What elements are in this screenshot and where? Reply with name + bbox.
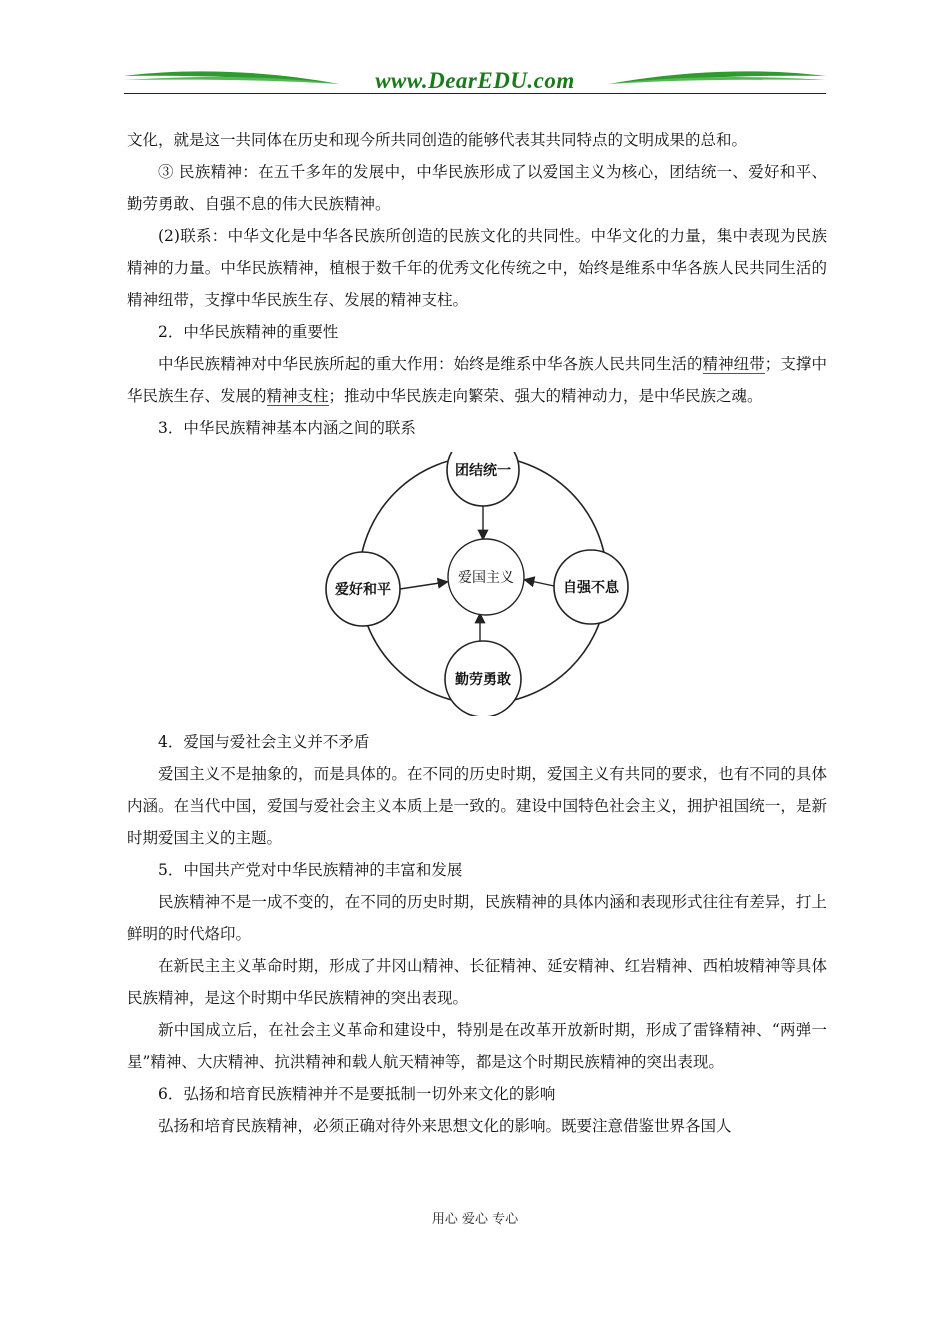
document-body: [127, 124, 827, 1142]
page-header: [124, 62, 826, 102]
site-logo-text: www.DearEDU.com: [375, 68, 575, 93]
node-left-label: 爱好和平: [335, 582, 391, 598]
section-heading: 3．中华民族精神基本内涵之间的联系: [158, 419, 416, 437]
node-circle-top: [447, 452, 519, 506]
section-heading: 6．弘扬和培育民族精神并不是要抵制一切外来文化的影响: [158, 1085, 556, 1103]
paragraph: 民族精神不是一成不变的，在不同的历史时期，民族精神的具体内涵和表现形式往往有差异，打上鲜明的时代烙印。: [127, 893, 827, 943]
node-top-label: 团结统一: [455, 463, 511, 479]
node-bottom-label: 勤劳勇敢: [455, 672, 511, 688]
page-footer: 用心 爱心 专心: [431, 1212, 519, 1227]
node-right-label: 自强不息: [563, 580, 619, 596]
header-rule: [124, 93, 826, 94]
paragraph: 在新民主主义革命时期，形成了井冈山精神、长征精神、延安精神、红岩精神、西柏坡精神等具体民族精神，是这个时期中华民族精神的突出表现。: [127, 957, 827, 1007]
paragraph: ③ 民族精神：在五千多年的发展中，中华民族形成了以爱国主义为核心，团结统一、爱好和平、勤劳勇敢、自强不息的伟大民族精神。: [127, 163, 827, 213]
diagram-graphic: [323, 452, 633, 716]
paragraph: 新中国成立后，在社会主义革命和建设中，特别是在改革开放新时期，形成了雷锋精神、“两弹一星”精神、大庆精神、抗洪精神和载人航天精神等，都是这个时期民族精神的突出表现。: [127, 1021, 827, 1071]
underlined-text: 精神纽带: [702, 355, 765, 373]
node-center-label: 爱国主义: [458, 570, 514, 586]
text-run: 中华民族精神对中华民族所起的重大作用：始终是维系中华各族人民共同生活的: [158, 355, 703, 373]
section-heading: 5．中国共产党对中华民族精神的丰富和发展: [158, 861, 463, 879]
underlined-text: 精神支柱: [266, 387, 329, 405]
section-heading: 2．中华民族精神的重要性: [158, 323, 339, 341]
section-heading: 4．爱国与爱社会主义并不矛盾: [158, 733, 370, 751]
spirit-relation-diagram: [127, 452, 827, 722]
paragraph: 爱国主义不是抽象的，而是具体的。在不同的历史时期，爱国主义有共同的要求，也有不同的具体内涵。在当代中国，爱国与爱社会主义本质上是一致的。建设中国特色社会主义，拥护祖国统一，是新时期爱国主义的主题。: [127, 765, 827, 847]
paragraph: 弘扬和培育民族精神，必须正确对待外来思想文化的影响。既要注意借鉴世界各国人: [158, 1117, 732, 1135]
text-run: ；支撑中华民族生存、发展的: [127, 355, 827, 405]
paragraph: [127, 348, 827, 412]
paragraph: (2)联系：中华文化是中华各民族所创造的民族文化的共同性。中华文化的力量，集中表现为民族精神的力量。中华民族精神，植根于数千年的优秀文化传统之中，始终是维系中华各族人民共同生活的精神纽带，支撑中华民族生存、发展的精神支柱。: [127, 227, 827, 309]
paragraph: 文化，就是这一共同体在历史和现今所共同创造的能够代表其共同特点的文明成果的总和。: [127, 131, 748, 149]
text-run: ；推动中华民族走向繁荣、强大的精神动力，是中华民族之魂。: [328, 387, 763, 405]
